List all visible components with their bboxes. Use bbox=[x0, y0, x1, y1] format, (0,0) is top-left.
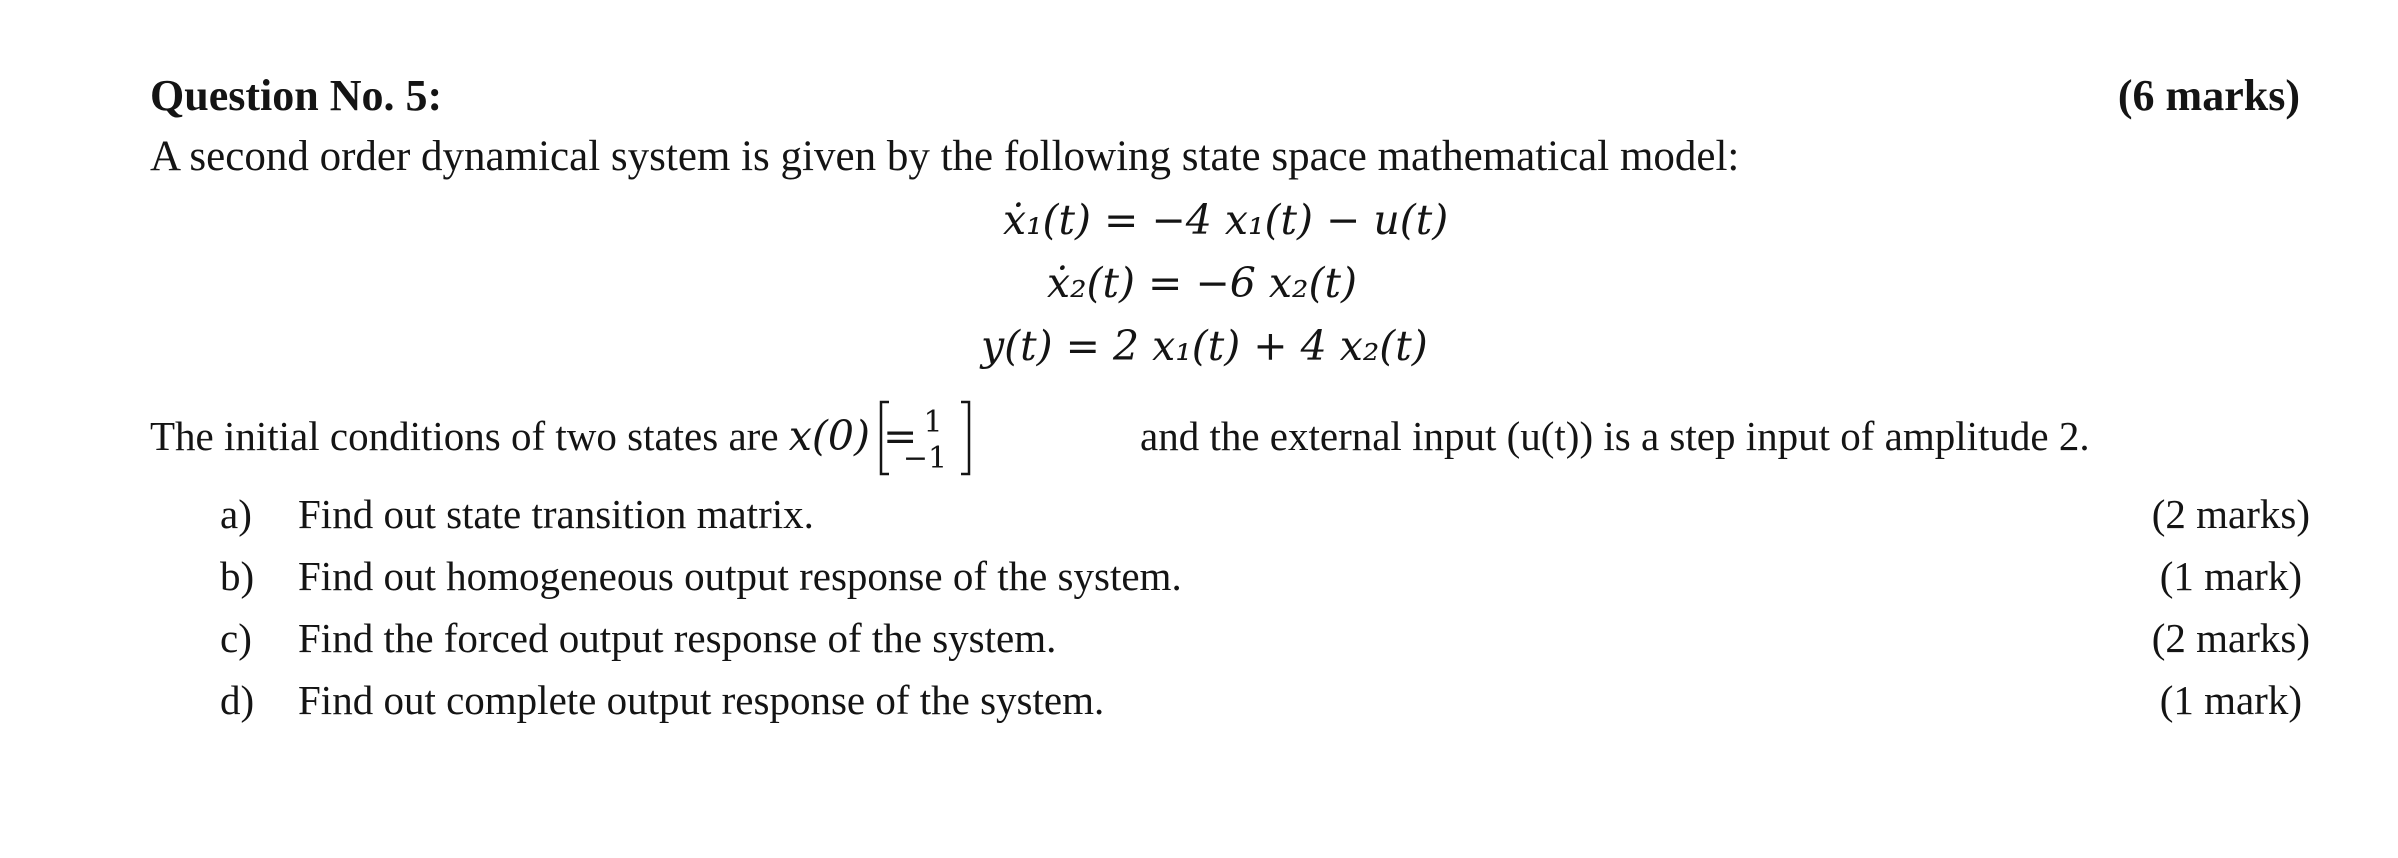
initial-conditions-line bbox=[150, 398, 2300, 478]
sub-question-d bbox=[220, 676, 2310, 736]
vector-entry-2: −1 bbox=[902, 441, 948, 476]
sub-question-c bbox=[220, 614, 2310, 674]
sub-question-letter: c) bbox=[220, 615, 252, 661]
sub-question-b bbox=[220, 552, 2310, 612]
sub-question-marks: (1 mark) bbox=[2159, 553, 2302, 599]
sub-question-letter: a) bbox=[220, 491, 252, 537]
sub-questions bbox=[220, 490, 2310, 740]
sub-question-text: Find the forced output response of the system. bbox=[298, 615, 1057, 661]
sub-question-letter: b) bbox=[220, 553, 255, 599]
sub-question-marks: (1 mark) bbox=[2159, 677, 2302, 723]
sub-question-marks: (2 marks) bbox=[2151, 491, 2310, 537]
question-total-marks: (6 marks) bbox=[2117, 71, 2300, 120]
state-equation-x2: ẋ₂(t) = −6 x₂(t) bbox=[1047, 259, 1357, 307]
sub-question-text: Find out state transition matrix. bbox=[298, 491, 814, 537]
sub-question-letter: d) bbox=[220, 677, 255, 723]
sub-question-a bbox=[220, 490, 2310, 550]
external-input-text: and the external input (u(t)) is a step input of amplitude 2. bbox=[1140, 413, 2090, 459]
sub-question-text: Find out homogeneous output response of the system. bbox=[298, 553, 1182, 599]
state-equation-x1: ẋ₁(t) = −4 x₁(t) − u(t) bbox=[1003, 196, 1449, 244]
initial-conditions-text bbox=[150, 412, 917, 460]
question-title: Question No. 5: bbox=[150, 71, 443, 120]
left-bracket bbox=[881, 402, 889, 474]
question-intro: A second order dynamical system is given by the following state space mathematical model: bbox=[150, 133, 1740, 180]
right-bracket bbox=[961, 402, 969, 474]
state-space-equations bbox=[0, 196, 2398, 386]
output-equation: y(t) = 2 x₁(t) + 4 x₂(t) bbox=[981, 322, 1428, 370]
vector-entry-1: 1 bbox=[923, 405, 943, 440]
bracket-vector-graphic bbox=[875, 398, 975, 478]
sub-question-marks: (2 marks) bbox=[2151, 615, 2310, 661]
initial-state-vector bbox=[875, 398, 975, 478]
initial-conditions-lead: The initial conditions of two states are bbox=[150, 413, 779, 459]
question-header bbox=[150, 70, 2300, 126]
initial-state-lhs: x(0) = bbox=[788, 412, 918, 460]
sub-question-text: Find out complete output response of the system. bbox=[298, 677, 1105, 723]
